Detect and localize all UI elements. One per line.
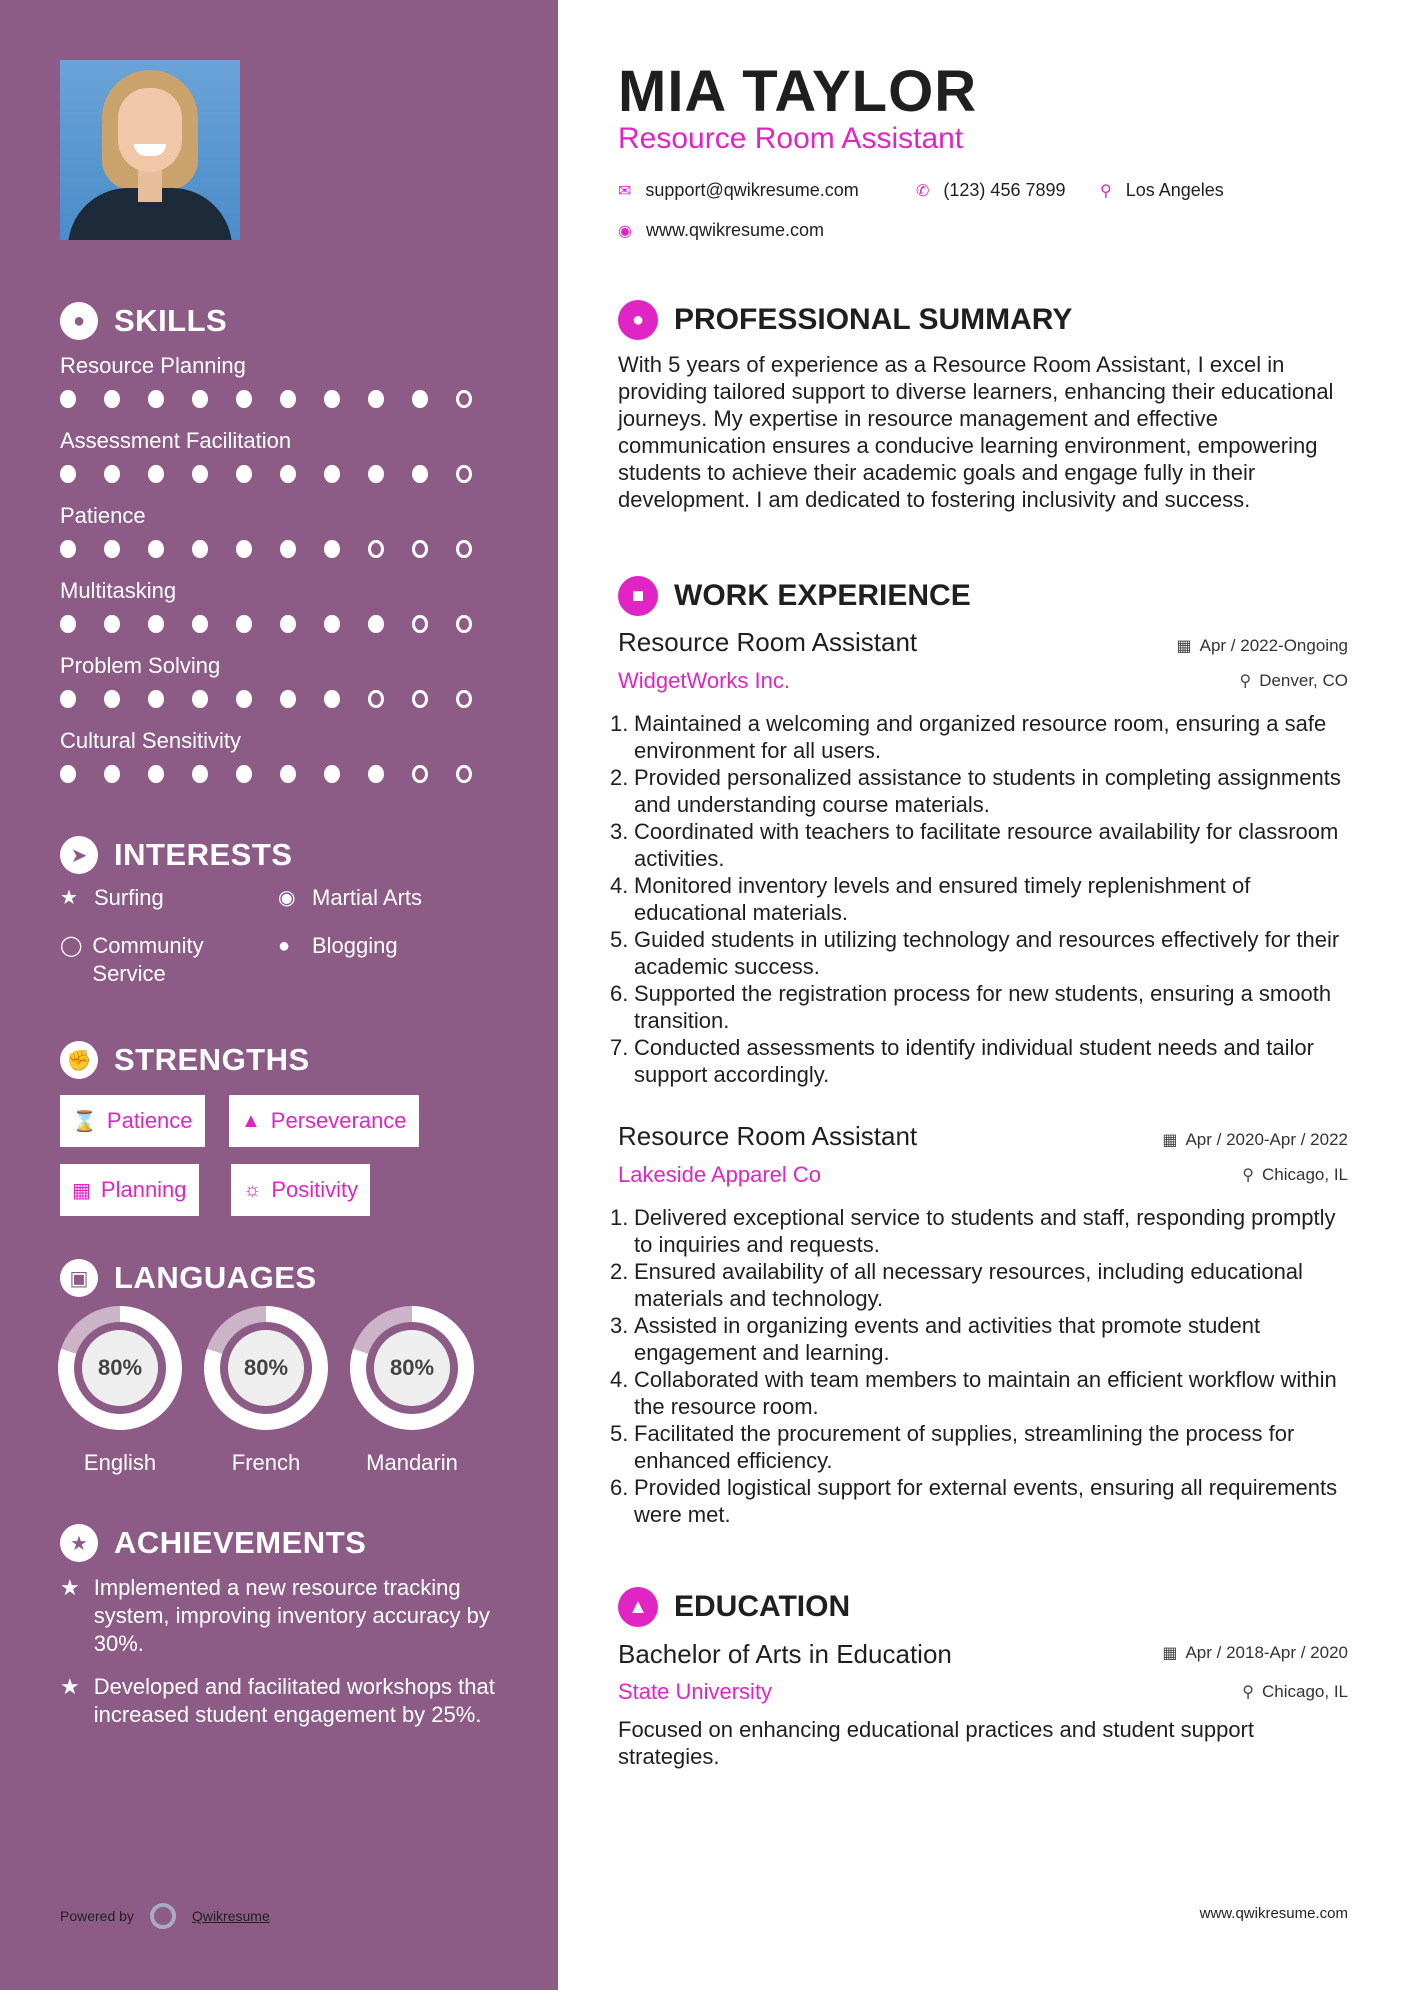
skill-item	[60, 652, 500, 708]
rating-dot-filled	[236, 390, 252, 408]
bullet-item: 1. Delivered exceptional service to students and staff, responding promptly to inquiries and requests.	[610, 1205, 1336, 1257]
skill-name: Cultural Sensitivity	[60, 728, 241, 753]
rating-dot-filled	[60, 615, 76, 633]
experience-heading: ■ WORK EXPERIENCE	[618, 576, 971, 616]
rating-dot-filled	[324, 465, 340, 483]
language-item	[204, 1306, 328, 1476]
map-pin-icon: ⚲	[1100, 182, 1112, 200]
bullet-item: 7. Conducted assessments to identify individual student needs and tailor support accordingly.	[610, 1035, 1314, 1087]
rating-dot-filled	[280, 765, 296, 783]
skill-rating	[60, 540, 500, 558]
rating-dot-filled	[104, 765, 120, 783]
lightbulb-icon: ●	[60, 302, 98, 340]
language-name: English	[83, 1450, 157, 1475]
language-percent: 80%	[374, 1330, 450, 1406]
job-company: Lakeside Apparel Co	[618, 1162, 822, 1187]
skills-heading: ● SKILLS	[60, 302, 227, 340]
language-percent: 80%	[228, 1330, 304, 1406]
hourglass-icon: ⌛	[72, 1110, 97, 1133]
bullet-item: 4. Collaborated with team members to maintain an efficient workflow within the resource room.	[610, 1367, 1337, 1419]
languages-heading: ▣ LANGUAGES	[60, 1259, 317, 1297]
interest-item: ◯ Community Service	[60, 933, 204, 986]
rating-dot-filled	[60, 390, 76, 408]
job-company: WidgetWorks Inc.	[618, 668, 790, 693]
rating-dot-filled	[104, 690, 120, 708]
star-icon: ★	[60, 1575, 80, 1600]
rating-dot-filled	[148, 690, 164, 708]
users-icon: ●	[278, 935, 291, 957]
contact-website[interactable]: ◉ www.qwikresume.com	[618, 220, 825, 240]
skill-rating	[60, 615, 500, 633]
skill-rating	[60, 465, 500, 483]
language-ring	[204, 1306, 328, 1430]
rating-dot-filled	[368, 765, 384, 783]
job-location: ⚲ Denver, CO	[1239, 671, 1348, 690]
language-percent: 80%	[82, 1330, 158, 1406]
bullet-item: 3. Coordinated with teachers to facilitate resource availability for classroom activities.	[610, 819, 1339, 871]
rating-dot-filled	[148, 390, 164, 408]
globe-icon: ◉	[618, 222, 632, 240]
skill-item	[60, 727, 500, 783]
skill-item	[60, 502, 500, 558]
language-icon: ▣	[60, 1259, 98, 1297]
rating-dot-empty	[456, 390, 472, 408]
contact-phone: ✆ (123) 456 7899	[916, 180, 1066, 200]
paper-plane-icon: ➤	[60, 836, 98, 874]
rating-dot-filled	[60, 690, 76, 708]
job-dates: ▦ Apr / 2022-Ongoing	[1176, 636, 1348, 655]
rating-dot-filled	[60, 540, 76, 558]
rating-dot-filled	[60, 765, 76, 783]
rating-dot-filled	[368, 615, 384, 633]
strength-badge: ▲ Perseverance	[229, 1095, 419, 1147]
education-location: ⚲ Chicago, IL	[1242, 1682, 1348, 1701]
road-icon: ▲	[241, 1109, 261, 1132]
job-role: Resource Room Assistant	[618, 627, 918, 657]
interests-heading: ➤ INTERESTS	[60, 836, 292, 874]
language-item	[58, 1306, 182, 1476]
rating-dot-filled	[324, 690, 340, 708]
calendar-icon: ▦	[1176, 638, 1192, 655]
rating-dot-filled	[412, 465, 428, 483]
job-bullets	[610, 1204, 1348, 1528]
rating-dot-filled	[368, 465, 384, 483]
job-title: Resource Room Assistant	[618, 122, 964, 155]
education-dates: ▦ Apr / 2018-Apr / 2020	[1162, 1643, 1348, 1662]
skill-name: Assessment Facilitation	[60, 428, 292, 453]
rating-dot-filled	[412, 390, 428, 408]
rating-dot-empty	[456, 465, 472, 483]
rating-dot-filled	[104, 465, 120, 483]
rating-dot-empty	[456, 615, 472, 633]
contact-location: ⚲ Los Angeles	[1100, 180, 1224, 200]
fist-icon: ✊	[60, 1041, 98, 1079]
skill-name: Problem Solving	[60, 653, 221, 678]
rating-dot-filled	[236, 765, 252, 783]
globe-icon: ◉	[278, 887, 296, 909]
skill-rating	[60, 765, 500, 783]
language-name: French	[231, 1450, 301, 1475]
star-badge-icon: ★	[60, 1524, 98, 1562]
rating-dot-empty	[412, 615, 428, 633]
graduation-icon: ▲	[618, 1587, 658, 1627]
rating-dot-empty	[368, 690, 384, 708]
skill-item	[60, 577, 500, 633]
calendar-icon: ▦	[72, 1179, 91, 1202]
rating-dot-empty	[412, 540, 428, 558]
bullet-item: 6. Supported the registration process for new students, ensuring a smooth transition.	[610, 981, 1332, 1033]
language-name: Mandarin	[366, 1450, 458, 1475]
summary-text: With 5 years of experience as a Resource Room Assistant, I excel in providing tailored support to diverse learners, enhancing their educational journeys. My expertise in resource management and effective communication ensures a conducive learning environment, empowering students to achieve their academic goals and engage fully in their development. I am dedicated to fostering inclusivity and success.	[618, 352, 1334, 512]
rating-dot-filled	[368, 390, 384, 408]
skill-item	[60, 427, 500, 483]
powered-by: Powered by Qwikresume	[60, 1903, 270, 1929]
contact-email[interactable]: ✉ support@qwikresume.com	[618, 180, 859, 200]
rating-dot-filled	[192, 465, 208, 483]
star-icon: ★	[60, 887, 78, 909]
rating-dot-filled	[192, 540, 208, 558]
rating-dot-filled	[104, 615, 120, 633]
rating-dot-empty	[412, 690, 428, 708]
rating-dot-filled	[236, 690, 252, 708]
bullet-item: 5. Guided students in utilizing technology and resources effectively for their academic success.	[610, 927, 1340, 979]
star-icon: ★	[60, 1674, 80, 1699]
strength-badge: ☼ Positivity	[231, 1164, 370, 1216]
rating-dot-filled	[280, 540, 296, 558]
rating-dot-filled	[324, 615, 340, 633]
profile-photo	[60, 60, 240, 240]
skill-name: Patience	[60, 503, 146, 528]
person-name: MIA TAYLOR	[618, 59, 978, 124]
rating-dot-filled	[192, 390, 208, 408]
strength-badge: ▦ Planning	[60, 1164, 199, 1216]
achievements-heading: ★ ACHIEVEMENTS	[60, 1524, 366, 1562]
rating-dot-filled	[104, 540, 120, 558]
rating-dot-empty	[456, 540, 472, 558]
rating-dot-filled	[236, 465, 252, 483]
pin-icon: ⚲	[1239, 673, 1252, 690]
skill-rating	[60, 390, 500, 408]
rating-dot-filled	[192, 765, 208, 783]
education-description: Focused on enhancing educational practices and student support strategies.	[618, 1717, 1254, 1769]
rating-dot-filled	[324, 540, 340, 558]
interest-item: ◉ Martial Arts	[278, 885, 423, 910]
calendar-icon: ▦	[1162, 1132, 1178, 1149]
rating-dot-filled	[280, 465, 296, 483]
bullet-item: 4. Monitored inventory levels and ensured timely replenishment of educational materials.	[610, 873, 1251, 925]
bullet-item: 6. Provided logistical support for external events, ensuring all requirements were met.	[610, 1475, 1338, 1527]
sun-icon: ☼	[243, 1178, 262, 1201]
rating-dot-filled	[280, 690, 296, 708]
strength-badge: ⌛ Patience	[60, 1095, 205, 1147]
job-location: ⚲ Chicago, IL	[1242, 1165, 1348, 1184]
pin-icon: ⚲	[1242, 1167, 1254, 1184]
bullet-item: 2. Ensured availability of all necessary resources, including educational materials and technology.	[610, 1259, 1303, 1311]
skill-name: Resource Planning	[60, 353, 246, 378]
language-ring	[350, 1306, 474, 1430]
degree: Bachelor of Arts in Education	[618, 1639, 952, 1669]
chair-icon: ■	[618, 576, 658, 616]
rating-dot-filled	[324, 765, 340, 783]
envelope-icon: ✉	[618, 182, 632, 200]
footer-url[interactable]: www.qwikresume.com	[1199, 1905, 1348, 1922]
school: State University	[618, 1679, 773, 1704]
rating-dot-filled	[192, 615, 208, 633]
skill-name: Multitasking	[60, 578, 177, 603]
pin-icon: ⚲	[1242, 1684, 1254, 1701]
qwikresume-link[interactable]: Qwikresume	[191, 1908, 270, 1924]
rating-dot-empty	[456, 690, 472, 708]
language-ring	[58, 1306, 182, 1430]
calendar-icon: ▦	[1162, 1645, 1178, 1662]
sidebar	[0, 0, 558, 1990]
phone-icon: ✆	[916, 182, 930, 200]
rating-dot-filled	[280, 615, 296, 633]
rating-dot-filled	[148, 765, 164, 783]
interest-item: ★ Surfing	[60, 885, 164, 910]
achievement-item: ★ Implemented a new resource tracking system, improving inventory accuracy by 30%.	[60, 1575, 490, 1656]
achievement-item: ★ Developed and facilitated workshops that increased student engagement by 25%.	[60, 1674, 495, 1727]
rating-dot-filled	[148, 465, 164, 483]
language-item	[350, 1306, 474, 1476]
rating-dot-filled	[280, 390, 296, 408]
skill-rating	[60, 690, 500, 708]
rating-dot-filled	[60, 465, 76, 483]
rating-dot-filled	[148, 540, 164, 558]
job-bullets	[610, 710, 1348, 1088]
rating-dot-filled	[236, 615, 252, 633]
qwikresume-logo-icon	[150, 1903, 176, 1929]
rating-dot-filled	[192, 690, 208, 708]
summary-heading: ● PROFESSIONAL SUMMARY	[618, 300, 1072, 340]
bullet-item: 5. Facilitated the procurement of supplies, streamlining the process for enhanced efficiency.	[610, 1421, 1295, 1473]
rating-dot-empty	[412, 765, 428, 783]
rating-dot-filled	[104, 390, 120, 408]
skill-item	[60, 352, 500, 408]
rating-dot-filled	[236, 540, 252, 558]
bullet-item: 1. Maintained a welcoming and organized resource room, ensuring a safe environment for all users.	[610, 711, 1327, 763]
rating-dot-filled	[324, 390, 340, 408]
interest-item: ● Blogging	[278, 933, 398, 958]
rating-dot-filled	[148, 615, 164, 633]
bullet-item: 2. Provided personalized assistance to students in completing assignments and understanding course materials.	[610, 765, 1341, 817]
strengths-heading: ✊ STRENGTHS	[60, 1041, 310, 1079]
job-role: Resource Room Assistant	[618, 1121, 918, 1151]
rating-dot-empty	[456, 765, 472, 783]
bullet-item: 3. Assisted in organizing events and activities that promote student engagement and learning.	[610, 1313, 1261, 1365]
education-heading: ▲ EDUCATION	[618, 1587, 850, 1627]
job-dates: ▦ Apr / 2020-Apr / 2022	[1162, 1130, 1348, 1149]
user-icon: ●	[618, 300, 658, 340]
rating-dot-empty	[368, 540, 384, 558]
shield-icon: ◯	[60, 935, 83, 957]
